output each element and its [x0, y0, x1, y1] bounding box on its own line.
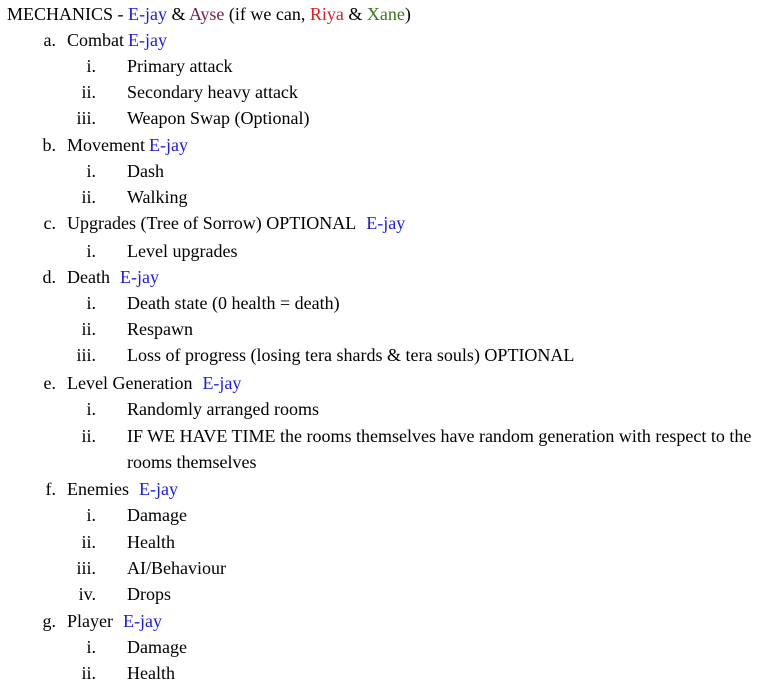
section-marker: g. [42, 611, 56, 631]
section-marker: d. [42, 267, 56, 287]
list-item: Dash [127, 161, 164, 181]
item-marker: ii. [81, 82, 96, 102]
heading-person-ayse: Ayse [189, 4, 225, 24]
item-marker: ii. [81, 663, 96, 683]
section-marker: f. [45, 479, 56, 499]
doc-heading [7, 3, 411, 25]
list-item: Randomly arranged rooms [127, 399, 319, 419]
section-owner: E-jay [149, 135, 188, 155]
item-marker: i. [86, 293, 96, 313]
section-label [67, 29, 167, 51]
item-marker: i. [86, 637, 96, 657]
heading-person-ejay: E-jay [128, 4, 167, 24]
section-label [67, 212, 405, 234]
section-label-text: Level Generation [67, 373, 193, 393]
item-marker: i. [86, 161, 96, 181]
item-marker: i. [86, 56, 96, 76]
heading-paren-close: ) [404, 4, 411, 24]
item-marker: ii. [81, 187, 96, 207]
section-owner: E-jay [128, 30, 167, 50]
item-marker: iv. [78, 584, 96, 604]
section-label [67, 266, 159, 288]
item-marker: i. [86, 241, 96, 261]
section-marker: a. [43, 30, 56, 50]
list-item: Health [127, 532, 175, 552]
section-label [67, 372, 241, 394]
section-owner: E-jay [122, 611, 162, 631]
list-item: Weapon Swap (Optional) [127, 108, 310, 128]
list-item: Respawn [127, 319, 193, 339]
list-item: Damage [127, 505, 187, 525]
section-label-text: Death [67, 267, 110, 287]
list-item: Loss of progress (losing tera shards & tera souls) OPTIONAL [127, 345, 575, 365]
list-item: IF WE HAVE TIME the rooms themselves have random generation with respect to the rooms themselves [127, 426, 752, 473]
section-label-text: Enemies [67, 479, 129, 499]
section-marker: e. [43, 373, 56, 393]
heading-paren-open: (if we can, [224, 4, 310, 24]
list-item: AI/Behaviour [127, 558, 226, 578]
list-item: Walking [127, 187, 188, 207]
list-item: Primary attack [127, 56, 233, 76]
heading-amp-2: & [343, 4, 367, 24]
list-item: Health [127, 663, 175, 683]
item-marker: i. [86, 399, 96, 419]
section-label [67, 478, 178, 500]
heading-prefix: MECHANICS - [7, 4, 129, 24]
heading-amp-1: & [167, 4, 190, 24]
section-label [67, 134, 188, 156]
section-owner: E-jay [138, 479, 178, 499]
section-label-text: Player [67, 611, 113, 631]
item-marker: ii. [81, 532, 96, 552]
section-label-text: Combat [67, 30, 124, 50]
section-owner: E-jay [366, 213, 406, 233]
list-item: Death state (0 health = death) [127, 293, 340, 313]
item-marker: i. [86, 505, 96, 525]
section-label [67, 610, 162, 632]
item-marker: ii. [81, 426, 96, 446]
list-item: Damage [127, 637, 187, 657]
section-owner: E-jay [202, 373, 242, 393]
section-marker: c. [43, 213, 56, 233]
item-marker: ii. [81, 319, 96, 339]
section-label-text: Upgrades (Tree of Sorrow) OPTIONAL [67, 213, 357, 233]
list-item: Level upgrades [127, 241, 238, 261]
item-marker: iii. [76, 345, 96, 365]
heading-person-xane: Xane [366, 4, 405, 24]
list-item: Drops [127, 584, 171, 604]
heading-person-riya: Riya [309, 4, 344, 24]
item-marker: iii. [76, 108, 96, 128]
section-marker: b. [42, 135, 56, 155]
section-owner: E-jay [119, 267, 159, 287]
section-label-text: Movement [67, 135, 145, 155]
item-marker: iii. [76, 558, 96, 578]
list-item: Secondary heavy attack [127, 82, 298, 102]
